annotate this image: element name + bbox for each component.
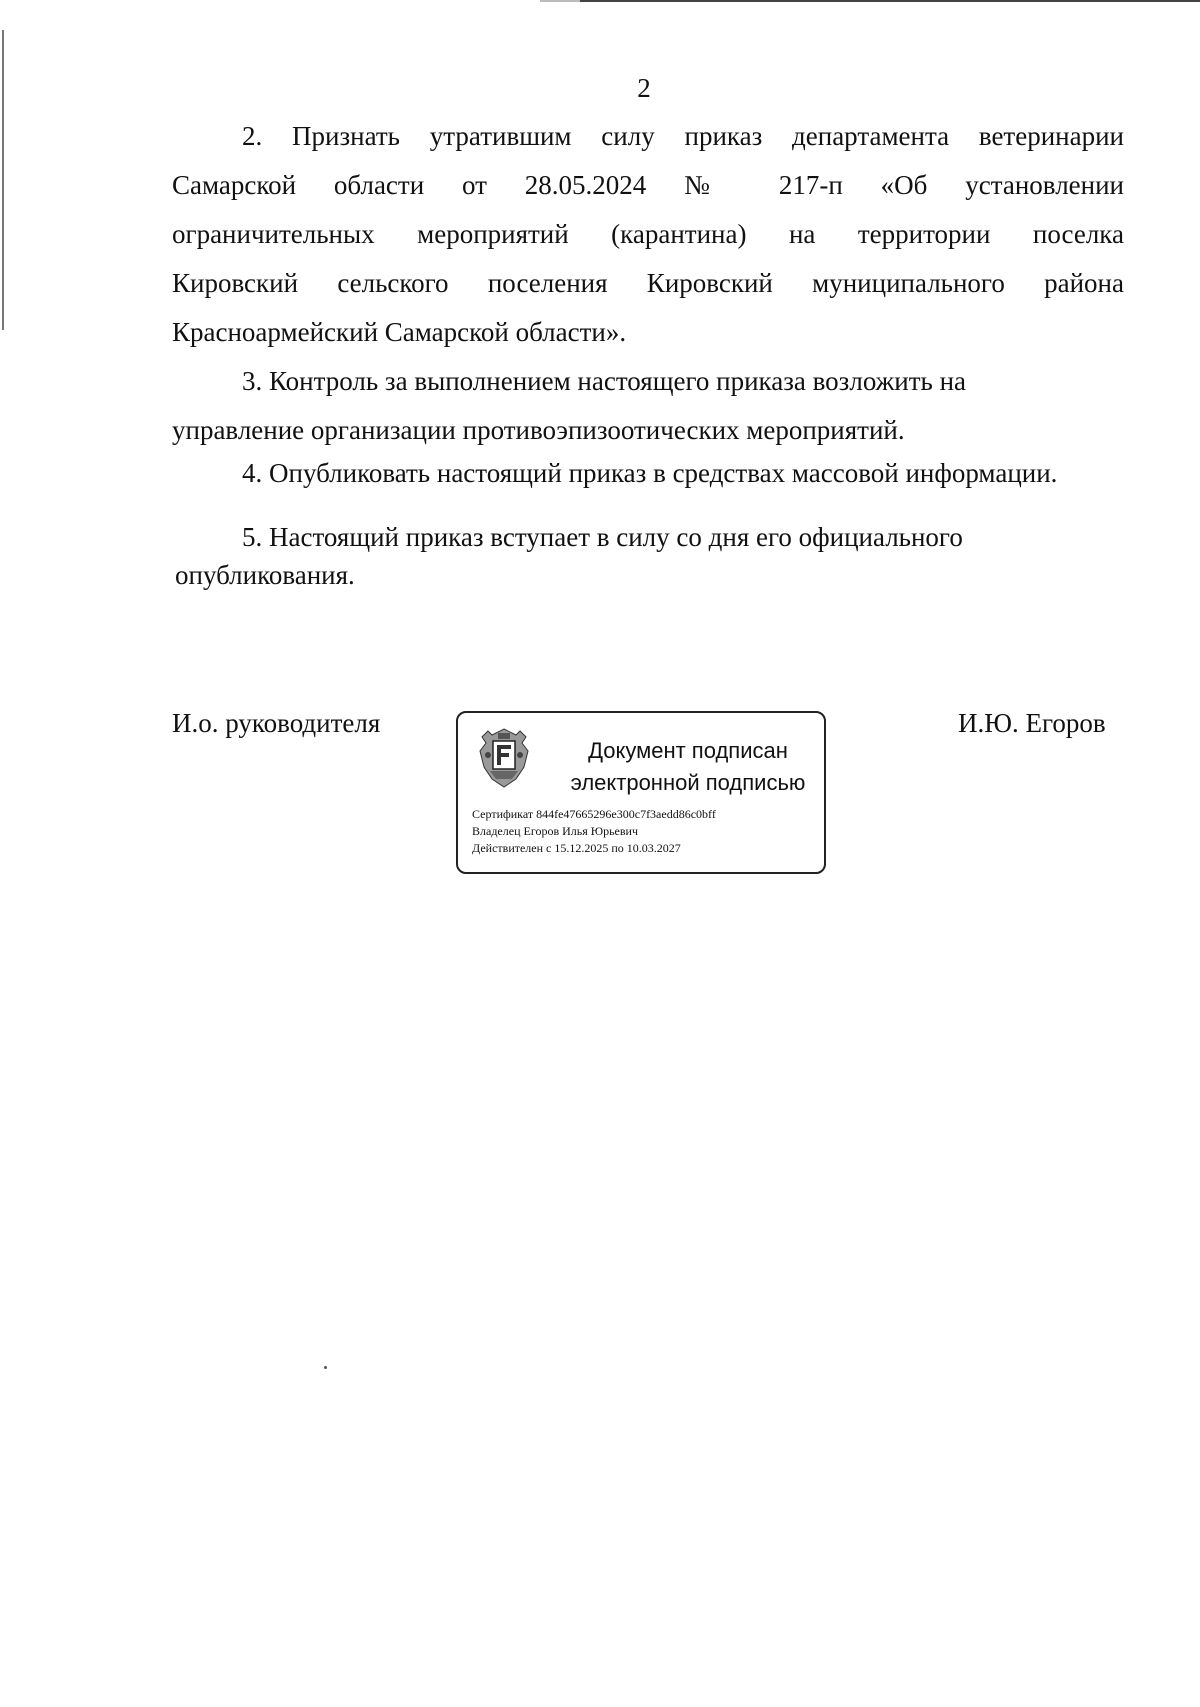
stamp-title-line: Документ подписан xyxy=(588,738,788,763)
signatory-role: И.о. руководителя xyxy=(172,708,381,738)
stamp-details xyxy=(472,806,822,857)
paragraph-line xyxy=(172,449,1124,498)
paragraph-line: опубликования. xyxy=(175,560,355,590)
paragraph-line: ограничительных мероприятий (карантина) на территории поселка xyxy=(172,219,1124,249)
samara-coat-of-arms-icon xyxy=(476,727,532,789)
paragraph-line: Красноармейский Самарской области». xyxy=(172,317,627,347)
scan-speck xyxy=(324,1366,327,1369)
paragraph-line xyxy=(172,357,1124,406)
stamp-validity: Действителен с 15.12.2025 по 10.03.2027 xyxy=(472,841,681,855)
scan-edge-mark xyxy=(540,0,580,2)
paragraph-line: управление организации противоэпизоотических мероприятий. xyxy=(172,415,905,445)
paragraph-line xyxy=(172,518,1124,556)
paragraph-line-text: 3. Контроль за выполнением настоящего приказа возложить на xyxy=(242,366,967,396)
stamp-owner: Владелец Егоров Илья Юрьевич xyxy=(472,824,639,838)
paragraph-line-text: 4. Опубликовать настоящий приказ в средствах массовой информации. xyxy=(242,458,1058,488)
paragraph-line: Кировский сельского поселения Кировский муниципального района xyxy=(172,268,1124,298)
scan-edge-line xyxy=(580,0,1200,2)
stamp-certificate: Сертификат 844fe47665296e300c7f3aedd86c0bff xyxy=(472,807,716,821)
paragraph-line xyxy=(172,112,1124,161)
paragraph-line-text: 2. Признать утратившим силу приказ департамента ветеринарии xyxy=(242,121,1124,151)
stamp-title xyxy=(558,735,818,799)
paragraph-line: Самарской области от 28.05.2024 № 217-п «Об установлении xyxy=(172,170,1124,200)
stamp-title-line: электронной подписью xyxy=(570,770,806,795)
electronic-signature-stamp xyxy=(456,711,826,874)
page-number: 2 xyxy=(637,73,651,103)
paragraph-line-text: 5. Настоящий приказ вступает в силу со дня его официального xyxy=(242,522,963,552)
signatory-name: И.Ю. Егоров xyxy=(958,708,1106,738)
